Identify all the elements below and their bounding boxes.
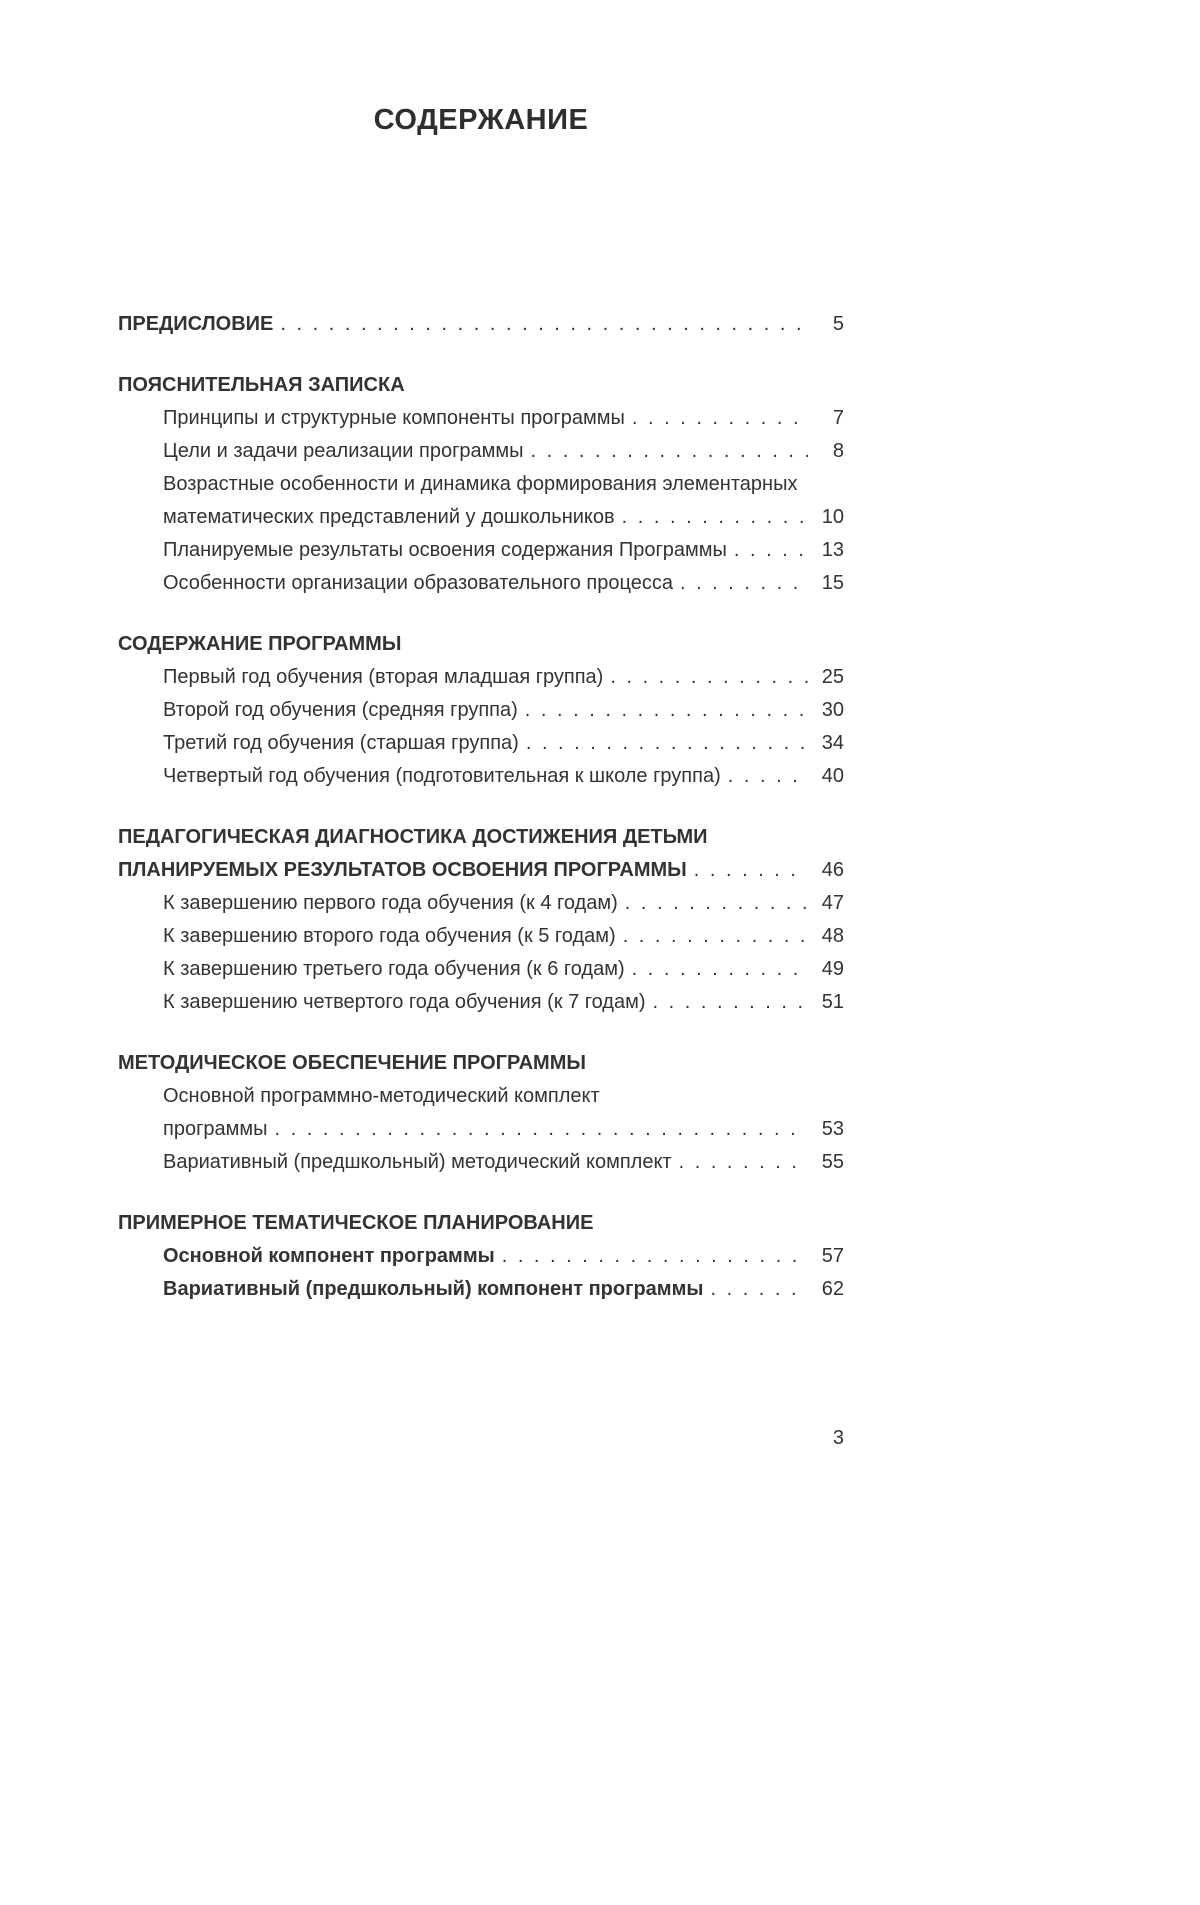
toc-page-ref: 25 [821, 666, 844, 688]
toc-item [118, 953, 844, 986]
toc-heading-row-2 [118, 854, 844, 887]
toc-heading: МЕТОДИЧЕСКОЕ ОБЕСПЕЧЕНИЕ ПРОГРАММЫ [118, 1052, 586, 1074]
toc-item [118, 694, 844, 727]
toc-page-ref: 13 [821, 539, 844, 561]
toc-page-ref: 10 [821, 506, 844, 528]
dot-leader [526, 727, 808, 760]
toc-item [118, 1080, 844, 1146]
toc-item-line-2 [118, 501, 844, 534]
dot-leader [623, 920, 808, 953]
toc-page-ref: 53 [821, 1118, 844, 1140]
toc-item [118, 986, 844, 1019]
toc-item-label: Вариативный (предшкольный) компонент программы [163, 1278, 704, 1300]
toc-section-pedagogical-diagnostics [118, 821, 844, 1019]
dot-leader [632, 402, 808, 435]
toc-item [118, 534, 844, 567]
dot-leader [728, 760, 808, 793]
toc-heading: СОДЕРЖАНИЕ ПРОГРАММЫ [118, 633, 402, 655]
toc-page-ref: 57 [821, 1245, 844, 1267]
toc-page-ref: 30 [821, 699, 844, 721]
toc-page-ref: 55 [821, 1151, 844, 1173]
toc-item-label: Цели и задачи реализации программы [163, 440, 524, 462]
page-title: СОДЕРЖАНИЕ [373, 104, 589, 136]
toc-item-label: Второй год обучения (средняя группа) [163, 699, 518, 721]
toc-page-ref: 48 [821, 925, 844, 947]
toc-item [118, 402, 844, 435]
toc-section-program-content [118, 628, 844, 793]
toc-item [118, 1240, 844, 1273]
toc-page-ref: 8 [832, 440, 844, 462]
toc-item [118, 435, 844, 468]
toc-item-line-1 [118, 468, 844, 501]
toc-page-ref: 40 [821, 765, 844, 787]
dot-leader [710, 1273, 808, 1306]
toc-item-label: К завершению четвертого года обучения (к 7 годам) [163, 991, 646, 1013]
toc-heading: ПЕДАГОГИЧЕСКАЯ ДИАГНОСТИКА ДОСТИЖЕНИЯ ДЕТЬМИ [118, 826, 708, 848]
toc-item [118, 727, 844, 760]
toc-item-label: К завершению третьего года обучения (к 6 годам) [163, 958, 625, 980]
toc-section-preface [118, 308, 844, 341]
toc-item [118, 661, 844, 694]
dot-leader [502, 1240, 808, 1273]
toc-page-ref: 5 [832, 313, 844, 335]
toc-item [118, 887, 844, 920]
dot-leader [694, 854, 808, 887]
toc-item-label: Четвертый год обучения (подготовительная к школе группа) [163, 765, 721, 787]
toc-item [118, 468, 844, 534]
toc-item-label: Основной компонент программы [163, 1245, 495, 1267]
toc-page-ref: 34 [821, 732, 844, 754]
toc-section-thematic-planning [118, 1207, 844, 1306]
toc-item-label: Принципы и структурные компоненты программы [163, 407, 625, 429]
toc-page-ref: 62 [821, 1278, 844, 1300]
toc-item-label: Вариативный (предшкольный) методический комплект [163, 1151, 672, 1173]
dot-leader [280, 308, 808, 341]
toc-page-ref: 7 [832, 407, 844, 429]
dot-leader [610, 661, 808, 694]
toc-page-ref: 15 [821, 572, 844, 594]
toc-page-ref: 47 [821, 892, 844, 914]
toc-page-ref: 46 [821, 859, 844, 881]
toc-item-label: К завершению второго года обучения (к 5 годам) [163, 925, 616, 947]
dot-leader [622, 501, 808, 534]
toc-item-label: программы [163, 1118, 268, 1140]
toc-item-label: Возрастные особенности и динамика формирования элементарных [163, 473, 798, 495]
toc-item-label: Третий год обучения (старшая группа) [163, 732, 519, 754]
folio-page-number: 3 [832, 1427, 844, 1449]
toc-heading: ПЛАНИРУЕМЫХ РЕЗУЛЬТАТОВ ОСВОЕНИЯ ПРОГРАММЫ [118, 859, 687, 881]
toc-heading: ПОЯСНИТЕЛЬНАЯ ЗАПИСКА [118, 374, 405, 396]
dot-leader [679, 1146, 808, 1179]
dot-leader [680, 567, 808, 600]
toc-item [118, 567, 844, 600]
toc-item-label: Особенности организации образовательного процесса [163, 572, 673, 594]
dot-leader [275, 1113, 809, 1146]
table-of-contents [118, 98, 844, 1306]
toc-page-ref: 51 [821, 991, 844, 1013]
toc-page-ref: 49 [821, 958, 844, 980]
toc-item [118, 920, 844, 953]
dot-leader [734, 534, 808, 567]
dot-leader [653, 986, 809, 1019]
toc-item-label: Первый год обучения (вторая младшая группа) [163, 666, 604, 688]
toc-section-explanatory-note [118, 369, 844, 600]
dot-leader [525, 694, 808, 727]
toc-item-line-2 [118, 1113, 844, 1146]
toc-heading-row [118, 1047, 844, 1080]
dot-leader [531, 435, 808, 468]
toc-heading-row [118, 308, 844, 341]
toc-item [118, 1146, 844, 1179]
dot-leader [625, 887, 808, 920]
toc-heading: ПРЕДИСЛОВИЕ [118, 313, 274, 335]
toc-item-label: Основной программно-методический комплект [163, 1085, 600, 1107]
toc-section-methodical-support [118, 1047, 844, 1179]
toc-item-label: Планируемые результаты освоения содержания Программы [163, 539, 727, 561]
toc-item [118, 760, 844, 793]
toc-item [118, 1273, 844, 1306]
toc-heading-row [118, 369, 844, 402]
toc-item-label: математических представлений у дошкольников [163, 506, 615, 528]
toc-heading-row [118, 1207, 844, 1240]
toc-heading-row [118, 821, 844, 854]
toc-heading-row [118, 628, 844, 661]
toc-item-line-1 [118, 1080, 844, 1113]
dot-leader [632, 953, 808, 986]
toc-heading: ПРИМЕРНОЕ ТЕМАТИЧЕСКОЕ ПЛАНИРОВАНИЕ [118, 1212, 594, 1234]
toc-item-label: К завершению первого года обучения (к 4 годам) [163, 892, 618, 914]
